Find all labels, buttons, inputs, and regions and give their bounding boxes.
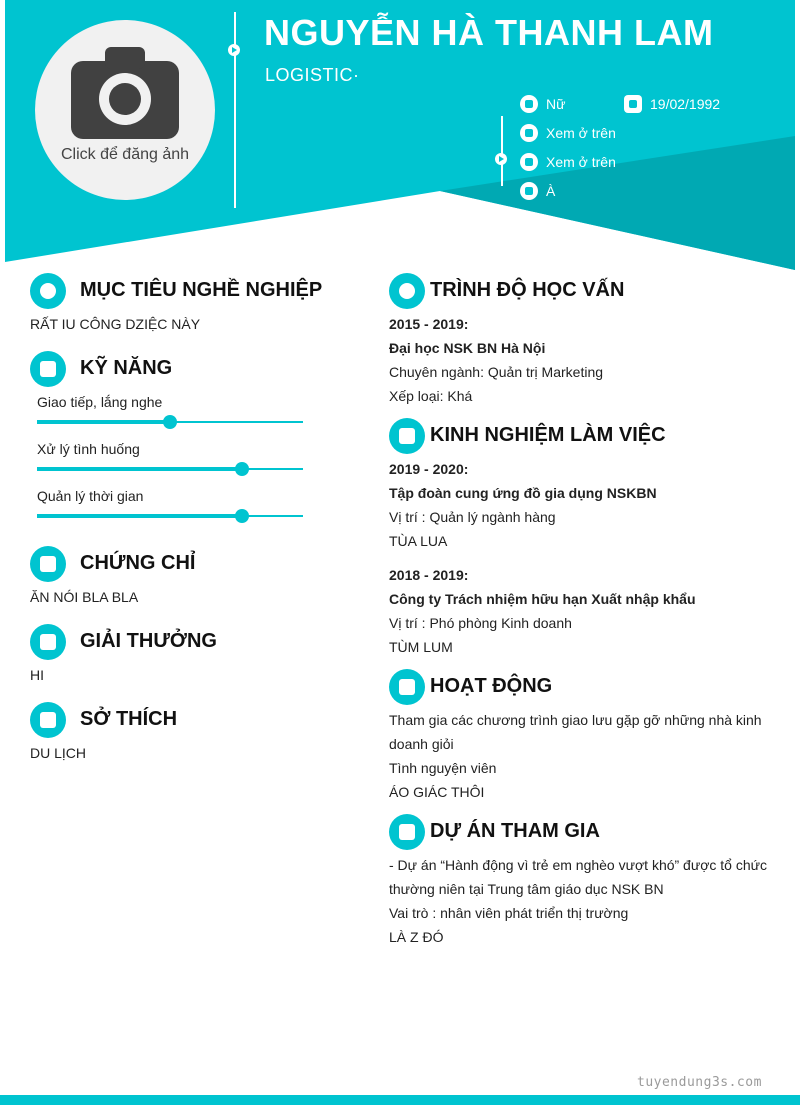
birthday-value: 19/02/1992	[650, 96, 721, 112]
target-icon	[30, 273, 66, 309]
hobbies-title: SỞ THÍCH	[80, 708, 178, 730]
activities-line: ÁO GIÁC THÔI	[389, 784, 485, 800]
education-rank: Xếp loại: Khá	[389, 388, 473, 404]
job-note: TÙA LUA	[389, 533, 448, 549]
email-value: Xem ở trên	[546, 154, 616, 170]
education-period: 2015 - 2019:	[389, 316, 469, 332]
info-arrow-icon	[495, 153, 507, 165]
footer-bar	[0, 1095, 800, 1105]
skill-bar	[37, 421, 303, 423]
job-role: Vị trí : Phó phòng Kinh doanh	[389, 615, 572, 631]
experience-title: KINH NGHIỆM LÀM VIỆC	[430, 424, 666, 446]
thumbs-up-icon	[389, 669, 425, 705]
awards-title: GIẢI THƯỞNG	[80, 630, 217, 652]
objective-title: MỤC TIÊU NGHỀ NGHIỆP	[80, 279, 323, 301]
skills-title: KỸ NĂNG	[80, 357, 173, 379]
projects-line: - Dự án “Hành động vì trẻ em nghèo vượt khó” được tổ chức thường niên tại Trung tâm giáo dục NSK BN	[389, 857, 768, 897]
skill-bar	[37, 515, 303, 517]
address-info	[520, 182, 555, 200]
gender-value: Nữ	[546, 96, 566, 112]
skill-fill	[37, 420, 170, 424]
projects-line: LÀ Z ĐÓ	[389, 929, 444, 945]
birthday-info	[624, 95, 720, 113]
gamepad-icon	[30, 702, 66, 738]
skill-bar	[37, 468, 303, 470]
candidate-name: NGUYỄN HÀ THANH LAM	[264, 12, 714, 53]
profile-photo-upload[interactable]	[35, 20, 215, 200]
address-value: À	[546, 183, 556, 199]
certificate-icon	[30, 546, 66, 582]
activities-line: Tình nguyện viên	[389, 760, 497, 776]
education-title: TRÌNH ĐỘ HỌC VẤN	[430, 279, 625, 301]
skill-knob	[163, 415, 177, 429]
skill-knob	[235, 462, 249, 476]
briefcase-icon	[389, 418, 425, 454]
education-major: Chuyên ngành: Quản trị Marketing	[389, 364, 604, 380]
job-note: TÙM LUM	[389, 639, 453, 655]
skill-label: Xử lý tình huống	[37, 441, 140, 457]
objective-text: RẤT IU CÔNG DZIỆC NÀY	[30, 316, 201, 332]
certificates-text: ĂN NÓI BLA BLA	[30, 589, 139, 605]
job-company: Công ty Trách nhiệm hữu hạn Xuất nhập khẩu	[389, 591, 696, 607]
job-company: Tập đoàn cung ứng đồ gia dụng NSKBN	[389, 485, 657, 501]
header-divider	[234, 12, 236, 208]
phone-info	[520, 124, 616, 142]
certificates-title: CHỨNG CHỈ	[80, 552, 196, 574]
skill-label: Quản lý thời gian	[37, 488, 144, 504]
education-school: Đại học NSK BN Hà Nội	[389, 340, 546, 356]
divider-arrow-icon	[228, 44, 240, 56]
activities-line: Tham gia các chương trình giao lưu gặp gỡ những nhà kinh doanh giỏi	[389, 712, 762, 752]
checklist-icon	[389, 814, 425, 850]
watermark: tuyendung3s.com	[637, 1075, 762, 1090]
info-divider	[501, 116, 503, 186]
skill-label: Giao tiếp, lắng nghe	[37, 394, 163, 410]
awards-text: HI	[30, 667, 44, 683]
trophy-icon	[30, 624, 66, 660]
bar-chart-icon	[30, 351, 66, 387]
gender-icon	[520, 95, 538, 113]
photo-caption: Click để đăng ảnh	[60, 146, 190, 163]
email-info	[520, 153, 616, 171]
job-role: Vị trí : Quản lý ngành hàng	[389, 509, 556, 525]
skill-knob	[235, 509, 249, 523]
gender-info	[520, 95, 565, 113]
hobbies-text: DU LỊCH	[30, 745, 87, 761]
home-icon	[520, 182, 538, 200]
email-icon	[520, 153, 538, 171]
calendar-icon	[624, 95, 642, 113]
candidate-position: LOGISTIC·	[265, 65, 360, 85]
projects-title: DỰ ÁN THAM GIA	[430, 820, 600, 842]
job-period: 2019 - 2020:	[389, 461, 469, 477]
skill-fill	[37, 467, 242, 471]
job-period: 2018 - 2019:	[389, 567, 469, 583]
activities-title: HOẠT ĐỘNG	[430, 675, 553, 697]
skill-fill	[37, 514, 242, 518]
graduation-cap-icon	[389, 273, 425, 309]
phone-value: Xem ở trên	[546, 125, 616, 141]
projects-line: Vai trò : nhân viên phát triển thị trường	[389, 905, 629, 921]
phone-icon	[520, 124, 538, 142]
camera-icon	[71, 47, 179, 139]
